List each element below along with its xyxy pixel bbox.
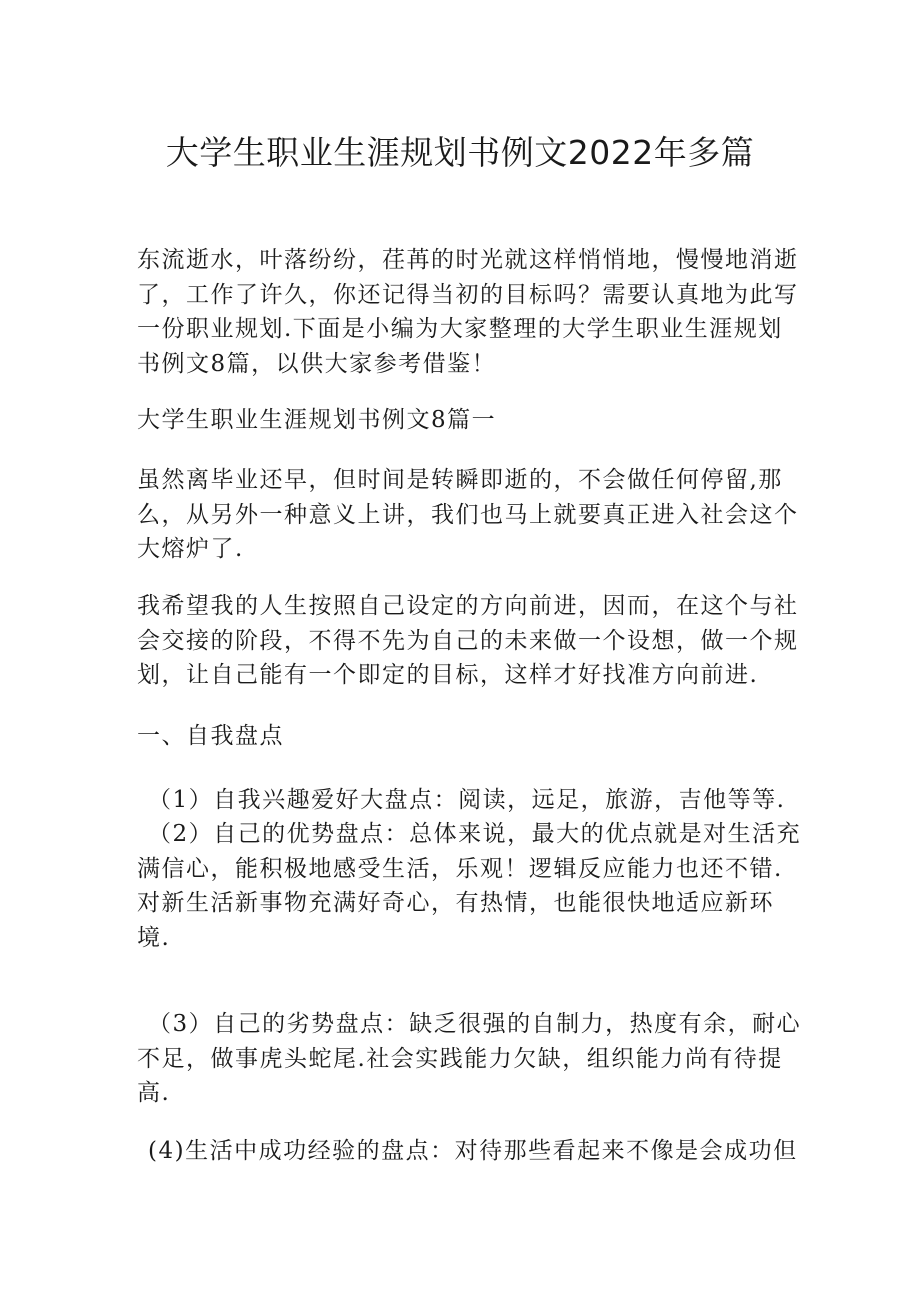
list-item-successes [148,1134,798,1169]
list-item-weaknesses [137,1007,802,1111]
text-line: （1）自我兴趣爱好大盘点：阅读，远足，旅游，吉他等等. [148,787,786,813]
text-line: 不足，做事虎头蛇尾.社会实践能力欠缺，组织能力尚有待提 [137,1045,783,1072]
text-line: （2）自己的优势盘点：总体来说，最大的优点就是对生活充 [148,821,802,847]
list-item-strengths [137,817,802,955]
body-paragraph [137,589,799,693]
text-line: 大学生职业生涯规划书例文8篇一 [137,407,497,433]
text-line: 会交接的阶段，不得不先为自己的未来做一个设想，做一个规 [137,627,799,654]
text-line: 一、自我盘点 [137,723,284,749]
text-line: (4)生活中成功经验的盘点：对待那些看起来不像是会成功但 [148,1138,798,1164]
text-line: 满信心，能积极地感受生活，乐观！逻辑反应能力也还不错. [137,855,783,882]
intro-paragraph [137,243,799,381]
section-heading-part-one [137,403,777,438]
text-line: 了，工作了许久，你还记得当初的目标吗？需要认真地为此写 [137,281,799,308]
document-title: 大学生职业生涯规划书例文2022年多篇 [165,133,755,172]
text-line: 大熔炉了. [137,536,244,562]
body-paragraph [137,463,799,567]
list-item-interests [148,783,788,818]
text-line: 境. [137,924,171,951]
text-line: 一份职业规划.下面是小编为大家整理的大学生职业生涯规划 [137,316,783,342]
text-line: 虽然离毕业还早，但时间是转瞬即逝的，不会做任何停留,那 [137,467,783,493]
text-line: 东流逝水，叶落纷纷，荏苒的时光就这样悄悄地，慢慢地消逝 [137,247,799,273]
text-line: 我希望我的人生按照自己设定的方向前进，因而，在这个与社 [137,593,799,619]
text-line: 么，从另外一种意义上讲，我们也马上就要真正进入社会这个 [137,501,799,528]
text-line: 划，让自己能有一个即定的目标，这样才好找准方向前进. [137,662,759,688]
text-line: 对新生活新事物充满好奇心，有热情，也能很快地适应新环 [137,890,774,916]
text-line: 高. [137,1080,171,1106]
section-heading-self-review [137,719,777,754]
text-line: 书例文8篇，以供大家参考借鉴！ [137,350,497,377]
text-line: （3）自己的劣势盘点：缺乏很强的自制力，热度有余，耐心 [148,1011,802,1037]
